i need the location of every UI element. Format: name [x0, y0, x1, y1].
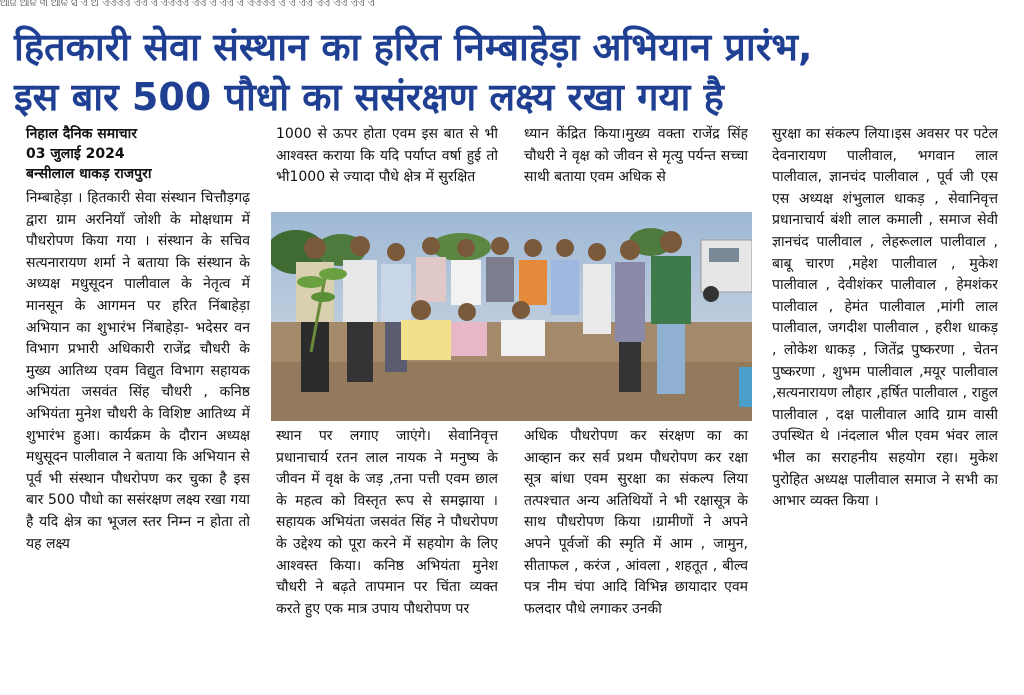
headline	[14, 22, 1014, 122]
column-4-text: सुरक्षा का संकल्प लिया।इस अवसर पर पटेल देवनारायण पालीवाल, भगवान लाल पालीवाल, ज्ञानचंद पालीवाल , पूर्व जी एस एस अध्यक्ष शंभुलाल धाकड़ , सेवानिवृत्त प्रधानाचार्य बंशी लाल कमाली , समाज सेवी ज्ञानचंद पालीवाल , लेहरूलाल पालीवाल , बाबू चारण ,महेश पालीवाल , मुकेश पालीवाल , देवीशंकर पालीवाल , हेमशंकर पालीवाल , हेमंत पालीवाल ,मांगी लाल पालीवाल, जगदीश पालीवाल , हरीश धाकड़ , लोकेश धाकड़ , जितेंद्र पुष्करणा , चेतन पुष्करणा , शुभम पालीवाल ,मयूर पालीवाल ,सत्यनारायण लौहार ,हर्षित पालीवाल , राहुल पालीवाल , दक्ष पालीवाल आदि ग्राम वासी उपस्थित थे ।नंदलाल भील एवम भंवर लाल भील का सराहनीय सहयोग रहा। मुकेश पुरोहित अध्यक्ष पालीवाल समाज ने सभी का आभार व्यक्त किया ।	[772, 126, 998, 510]
top-cropped-text: ଆଜ ଆଳ ୩ ଆଳ ସ ଏ ଅ ଏଏଏଏ ଏଏ ଏ ଏଏଏଏ ଏଏ ଏ ଏଏ ଏ ଏଏଏଏ ଏ ଏ ଏଏ ଏଏ ଏଏ ଏଏ ଏ	[0, 0, 375, 8]
tree-plantation-photo	[271, 212, 752, 421]
column-3-bottom-text: अधिक पौधरोपण कर संरक्षण का का आव्हान कर सर्व प्रथम पौधरोपण कर रक्षा सूत्र बांधा एवम सुरक्षा का संकल्प लिया तत्पश्चात अन्य अतिथियों ने भी रक्षासूत्र के साथ पौधरोपण किया ।ग्रामीणों ने अपने अपने पूर्वजों की स्मृति में आम , जामुन, सीताफल , करंज , आंवला , शहतूत , बील्व पत्र नीम चंपा आदि विभिन्न छायादार एवम फलदार पौधे लगाकर उनकी	[524, 428, 748, 617]
article-column-1	[26, 188, 250, 688]
column-2-bottom-text: स्थान पर लगाए जाएंगे। सेवानिवृत्त प्रधानाचार्य रतन लाल नायक ने मनुष्य के जीवन में वृक्ष के जड़ ,तना पत्ती एवम छाल के महत्व को विस्तृत रूप से समझाया । सहायक अभियंता जसवंत सिंह ने पौधरोपण के उद्देश्य को पूरा करने में सहयोग के लिए आश्वस्त किया। कनिष्ठ अभियंता मुनेश चौधरी ने बढ़ते तापमान पर चिंता व्यक्त करते हुए एक मात्र उपाय पौधरोपण पर	[276, 428, 498, 617]
newspaper-name: निहाल दैनिक समाचार	[26, 126, 137, 142]
article-column-2-bottom	[276, 426, 498, 688]
byline	[26, 124, 266, 184]
reporter-name: बन्सीलाल धाकड़ राजपुरा	[26, 166, 152, 182]
headline-line-1: हितकारी सेवा संस्थान का हरित निम्बाहेड़ा अभियान प्रारंभ,	[14, 25, 813, 69]
photo-illustration	[271, 212, 752, 421]
headline-line-2: इस बार 500 पौधो का ससंरक्षण लक्ष्य रखा गया है	[14, 75, 724, 119]
article-column-4	[772, 124, 998, 688]
column-2-top-text: 1000 से ऊपर होता एवम इस बात से भी आश्वस्त कराया कि यदि पर्याप्त वर्षा हुई तो भी1000 से ज्यादा पौधे क्षेत्र में सुरक्षित	[276, 126, 498, 186]
article-column-3-top	[524, 124, 748, 210]
column-3-top-text: ध्यान केंद्रित किया।मुख्य वक्ता राजेंद्र सिंह चौधरी ने वृक्ष को जीवन से मृत्यु पर्यन्त सच्चा साथी बताया एवम अधिक से	[524, 126, 748, 186]
article-column-3-bottom	[524, 426, 748, 688]
column-1-text: निम्बाहेड़ा । हितकारी सेवा संस्थान चित्तौड़गढ़ द्वारा ग्राम अरनियाँ जोशी के मोक्षधाम में पौधरोपण किया गया । संस्थान के सचिव सत्यनारायण शर्मा ने बताया कि संस्थान के अध्यक्ष मधुसूदन पालीवाल के नेतृत्व में मानसून के आगमन पर हरित निंबाहेड़ा अभियान का शुभारंभ निंबाहेड़ा- भदेसर वन विभाग प्रभारी अधिकारी राजेंद्र चौधरी के मुख्य आतिथ्य एवम विद्युत विभाग सहायक अभियंता जसवंत सिंह चौधरी , कनिष्ठ अभियंता मुनेश चौधरी के विशिष्ट आतिथ्य में शुभारंभ हुआ। कार्यक्रम के दौरान अध्यक्ष मधुसूदन पालीवाल ने बताया कि अभियान से पूर्व भी संस्थान पौधरोपण कर चुका है इस बार 500 पौधो का ससंरक्षण लक्ष्य रखा गया है यदि क्षेत्र का भूजल स्तर निम्न न होता तो यह लक्ष्य	[26, 190, 250, 552]
publish-date: 03 जुलाई 2024	[26, 146, 125, 162]
article-column-2-top	[276, 124, 498, 210]
